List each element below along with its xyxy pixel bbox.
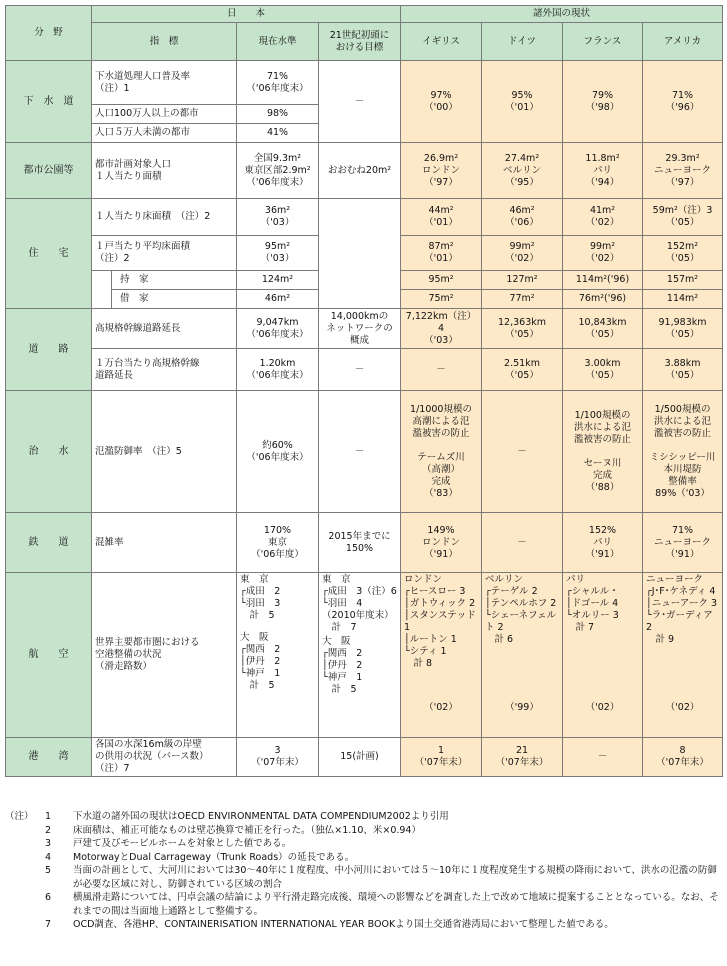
housing-indicator-2: １戸当たり平均床面積 （注）2 [92,236,237,271]
category-road: 道 路 [6,309,92,391]
footnote: 3 戸建て及びモービルホームを対象とした値である。 [45,838,292,849]
housing-value-4: 46m² [237,290,319,309]
footnote: 4 MotorwayとDual Carrageway（Trunk Roads）の延長である。 [45,851,355,863]
air-germany-airports: ベルリン ┌テーゲル 2 │テンペルホフ 2 └シェーネフェルト 2 計 6 [485,574,557,645]
air-value [237,573,319,738]
road-uk-2: － [401,349,482,391]
sewer-usa: 71% （'96） [643,61,723,143]
port-usa: 8 （'07年末） [643,738,723,777]
footnote: 7 OCD調査、各港HP、CONTAINERISATION INTERNATIONAL YEAR BOOKより国土交通省港湾局において整理した値である。 [45,919,614,930]
air-value-tokyo: 東 京 ┌成田 2 └羽田 3 計 5 [240,574,281,621]
road-indicator-2: １万台当たり高規格幹線 道路延長 [92,349,237,391]
park-uk: 26.9m² ロンドン （'97） [401,143,482,199]
port-value: 3 （'07年末） [237,738,319,777]
road-france-1: 10,843km （'05） [563,309,643,349]
air-france-airports: パリ ┌シャルル・ │ドゴール 4 └オルリー 3 計 7 [566,574,619,633]
flood-indicator: 氾濫防御率 （注）5 [92,391,237,513]
sewer-target: － [319,61,401,143]
port-indicator: 各国の水深16m級の岸壁 の供用の状況（バース数） （注）7 [92,738,237,777]
air-uk [401,573,482,738]
port-target: 15(計画) [319,738,401,777]
rail-target: 2015年までに 150% [319,513,401,573]
air-target-tokyo: 東 京 ┌成田 3（注）6 └羽田 4 （2010年度末） 計 7 [322,574,397,633]
park-usa: 29.3m² ニューヨーク （'97） [643,143,723,199]
header-uk: イギリス [401,23,482,61]
road-value-2: 1.20km （'06年度末） [237,349,319,391]
footnote: 6 横風滑走路については、円卓会議の結論により平行滑走路完成後、環境への影響などを調査した上で改めて地域に提案することとなっている。なお、それまでの間は当面地上通路として整備する。 [45,892,719,917]
footnote: （注） 1 下水道の諸外国の現状はOECD ENVIRONMENTAL DATA COMPENDIUM2002より引用 [5,811,449,822]
housing-germany-2: 99m² （'02） [482,236,563,271]
category-sewer: 下 水 道 [6,61,92,143]
sewer-france: 79% （'98） [563,61,643,143]
road-germany-2: 2.51km （'05） [482,349,563,391]
sewer-indicator-2: 人口100万人以上の都市 [92,105,237,124]
housing-target [319,199,401,309]
road-france-2: 3.00km （'05） [563,349,643,391]
road-indicator-1: 高規格幹線道路延長 [92,309,237,349]
comparison-table [5,5,723,777]
air-usa-year: （'02） [665,702,700,713]
header-france: フランス [563,23,643,61]
air-france-year: （'02） [585,702,620,713]
housing-france-2: 99m² （'02） [563,236,643,271]
housing-usa-1: 59m²（注）3 （'05） [643,199,723,236]
footnotes [5,810,722,932]
air-usa-airports: ニューヨーク ┌J･F･ケネディ 4 │ニューアーク 3 └ラ･ガーディア 2 計 9 [646,574,718,645]
header-field: 分 野 [6,6,92,61]
flood-uk: 1/1000規模の 高潮による氾 濫被害の防止 テームズ川 （高潮） 完成 （'83） [401,391,482,513]
category-air: 航 空 [6,573,92,738]
park-target: おおむね20m² [319,143,401,199]
sewer-value-2: 98% [237,105,319,124]
category-port: 港 湾 [6,738,92,777]
housing-usa-2: 152m² （'05） [643,236,723,271]
air-germany-year: （'99） [505,702,539,713]
park-value: 全国9.3m² 東京区部2.9m² （'06年度末） [237,143,319,199]
header-usa: アメリカ [643,23,723,61]
category-park: 都市公園等 [6,143,92,199]
park-indicator: 都市計画対象人口 １人当たり面積 [92,143,237,199]
rail-usa: 71% ニューヨーク （'91） [643,513,723,573]
rail-germany: － [482,513,563,573]
rail-value: 170% 東京 （'06年度） [237,513,319,573]
air-target [319,573,401,738]
housing-germany-3: 127m² [482,271,563,290]
rail-france: 152% パリ （'91） [563,513,643,573]
housing-france-1: 41m² （'02） [563,199,643,236]
housing-value-3: 124m² [237,271,319,290]
road-usa-1: 91,983km （'05） [643,309,723,349]
road-target-2: － [319,349,401,391]
housing-uk-3: 95m² [401,271,482,290]
road-value-1: 9,047km （'06年度末） [237,309,319,349]
housing-germany-4: 77m² [482,290,563,309]
port-germany: 21 （'07年末） [482,738,563,777]
road-usa-2: 3.88km （'05） [643,349,723,391]
category-housing: 住 宅 [6,199,92,309]
sewer-uk: 97% （'00） [401,61,482,143]
footnote: 2 床面積は、補正可能なものは壁芯換算で補正を行った。（独仏×1.10、米×0.94） [45,824,421,836]
header-target: 21世紀初頭に おける目標 [319,23,401,61]
header-japan: 日 本 [92,6,401,23]
port-france: － [563,738,643,777]
housing-uk-4: 75m² [401,290,482,309]
footnote: 5 当面の計画として、大河川においては30～40年に１度程度、中小河川においては５～10年に１度程度発生する規模の降雨において、洪水の氾濫の防御が必要な区域に対し、防御されている区域の割合 [45,865,717,890]
sewer-value-1: 71% （'06年度末） [237,61,319,105]
road-target-1: 14,000kmの ネットワークの 概成 [319,309,401,349]
category-rail: 鉄 道 [6,513,92,573]
housing-sub-rented: 借 家 [112,290,237,309]
air-value-osaka: 大 阪 ┌関西 2 │伊丹 2 └神戸 1 計 5 [240,632,281,691]
housing-usa-4: 114m² [643,290,723,309]
port-uk: 1 （'07年末） [401,738,482,777]
flood-value: 約60% （'06年度末） [237,391,319,513]
flood-germany: － [482,391,563,513]
housing-sub-owned: 持 家 [112,271,237,290]
housing-france-4: 76m²('96) [563,290,643,309]
flood-target: － [319,391,401,513]
housing-uk-2: 87m² （'01） [401,236,482,271]
road-uk-1: 7,122km（注）4 （'03） [401,309,482,349]
air-usa [643,573,723,738]
category-flood: 治 水 [6,391,92,513]
park-germany: 27.4m² ベルリン （'95） [482,143,563,199]
flood-france: 1/100規模の 洪水による氾 濫被害の防止 セーヌ川 完成 （'88） [563,391,643,513]
air-target-osaka: 大 阪 ┌関西 2 │伊丹 2 └神戸 1 計 5 [322,636,363,695]
road-germany-1: 12,363km （'05） [482,309,563,349]
header-foreign: 諸外国の現状 [401,6,723,23]
sewer-value-3: 41% [237,124,319,143]
rail-uk: 149% ロンドン （'91） [401,513,482,573]
flood-usa: 1/500規模の 洪水による氾 濫被害の防止 ミシシッピー川 本川堤防 整備率 89%（'03） [643,391,723,513]
housing-value-2: 95m² （'03） [237,236,319,271]
header-current: 現在水準 [237,23,319,61]
sewer-indicator-3: 人口５万人未満の都市 [92,124,237,143]
housing-value-1: 36m² （'03） [237,199,319,236]
sewer-germany: 95% （'01） [482,61,563,143]
housing-france-3: 114m²('96) [563,271,643,290]
header-indicator: 指 標 [92,23,237,61]
park-france: 11.8m² パリ （'94） [563,143,643,199]
sewer-indicator-1: 下水道処理人口普及率 （注）1 [92,61,237,105]
air-uk-year: （'02） [424,702,458,713]
air-indicator: 世界主要都市圏における 空港整備の状況 （滑走路数） [92,573,237,738]
housing-usa-3: 157m² [643,271,723,290]
housing-germany-1: 46m² （'06） [482,199,563,236]
air-france [563,573,643,738]
housing-uk-1: 44m² （'01） [401,199,482,236]
rail-indicator: 混雑率 [92,513,237,573]
footnote-label: （注） [5,811,34,822]
housing-indent [92,271,112,309]
air-uk-airports: ロンドン ┌ヒースロー 3 │ガトウィック 2 │スタンステッド 1 │ルートン 1 └シティ 1 計 8 [404,574,476,669]
header-germany: ドイツ [482,23,563,61]
housing-indicator-1: １人当たり床面積 （注）2 [92,199,237,236]
air-germany [482,573,563,738]
